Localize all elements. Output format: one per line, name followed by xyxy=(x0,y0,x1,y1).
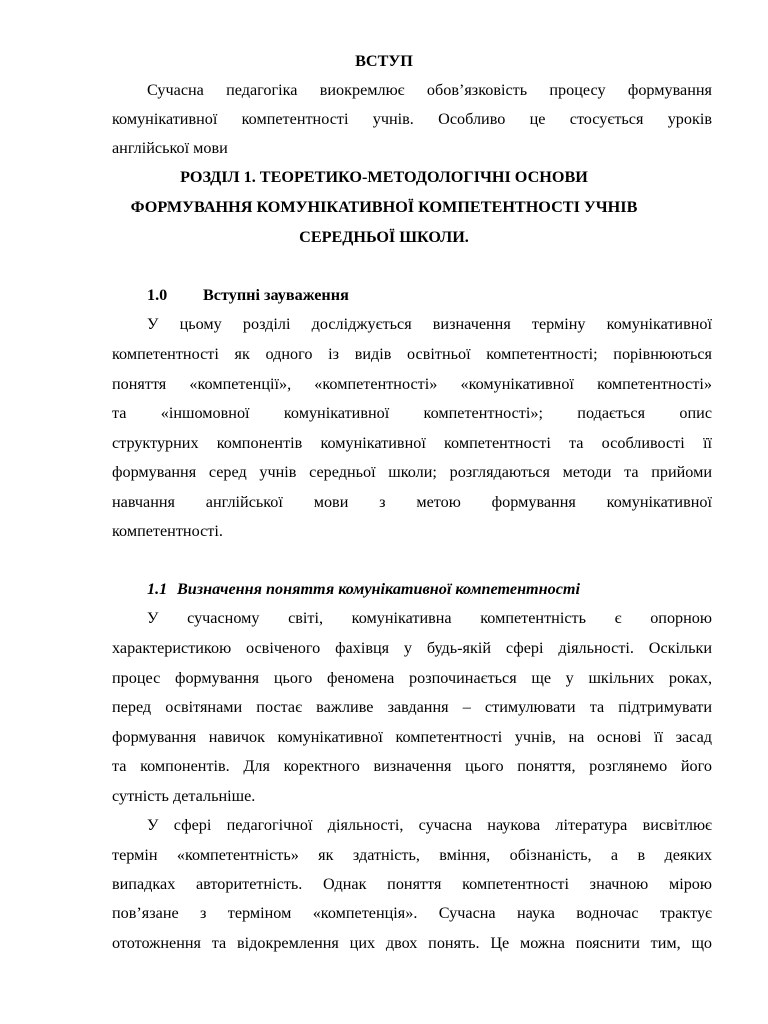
section-1-1-title: Визначення поняття комунікативної компетентності xyxy=(177,580,581,598)
chapter-title-line-3: СЕРЕДНЬОЇ ШКОЛИ. xyxy=(299,228,469,246)
section-1-1-number: 1.1 xyxy=(147,580,168,598)
s10-line-8: компетентності. xyxy=(112,522,223,540)
s10-line-3: поняття «компетенції», «компетентності» «комунікативної компетентності» xyxy=(112,375,712,393)
s11-line-10: випадках авторитетність. Однак поняття компетентності значною мірою xyxy=(112,875,712,893)
s11-line-2: характеристикою освіченого фахівця у будь-якій сфері діяльності. Оскільки xyxy=(112,639,712,657)
s11-line-1: У сучасному світі, комунікативна компетентність є опорною xyxy=(147,609,712,627)
intro-title: ВСТУП xyxy=(355,52,413,70)
chapter-title-line-2: ФОРМУВАННЯ КОМУНІКАТИВНОЇ КОМПЕТЕНТНОСТІ УЧНІВ xyxy=(130,198,638,216)
s10-line-7: навчання англійської мови з метою формування комунікативної xyxy=(112,493,712,511)
chapter-title-line-1: РОЗДІЛ 1. ТЕОРЕТИКО-МЕТОДОЛОГІЧНІ ОСНОВИ xyxy=(180,168,588,186)
s10-line-5: структурних компонентів комунікативної компетентності та особливості її xyxy=(112,434,712,452)
s10-line-2: компетентності як одного із видів освітньої компетентності; порівнюються xyxy=(112,345,712,363)
intro-line-3: англійської мови xyxy=(112,139,228,157)
s11-line-6: та компонентів. Для коректного визначення цього поняття, розглянемо його xyxy=(112,757,712,775)
s10-line-1: У цьому розділі досліджується визначення терміну комунікативної xyxy=(147,315,712,333)
s11-line-4: перед освітянами постає важливе завдання – стимулювати та підтримувати xyxy=(112,698,712,716)
section-1-0-title: Вступні зауваження xyxy=(203,286,349,304)
s11-line-7: сутність детальніше. xyxy=(112,787,256,805)
s11-line-3: процес формування цього феномена розпочинається ще у шкільних роках, xyxy=(112,669,712,687)
s11-line-11: пов’язане з терміном «компетенція». Сучасна наука водночас трактує xyxy=(112,904,712,922)
intro-line-1: Сучасна педагогіка виокремлює обов’язковість процесу формування xyxy=(147,81,712,99)
s11-line-9: термін «компетентність» як здатність, вміння, обізнаність, а в деяких xyxy=(112,846,712,864)
section-1-0-number: 1.0 xyxy=(147,286,168,304)
s10-line-4: та «іншомовної комунікативної компетентності»; подається опис xyxy=(112,404,712,422)
intro-line-2: комунікативної компетентності учнів. Особливо це стосується уроків xyxy=(112,110,712,128)
s11-line-5: формування навичок комунікативної компетентності учнів, на основі її засад xyxy=(112,728,712,746)
s11-line-12: ототожнення та відокремлення цих двох понять. Це можна пояснити тим, що xyxy=(112,934,712,952)
s10-line-6: формування серед учнів середньої школи; розглядаються методи та прийоми xyxy=(112,463,712,481)
s11-line-8: У сфері педагогічної діяльності, сучасна наукова література висвітлює xyxy=(147,816,712,834)
